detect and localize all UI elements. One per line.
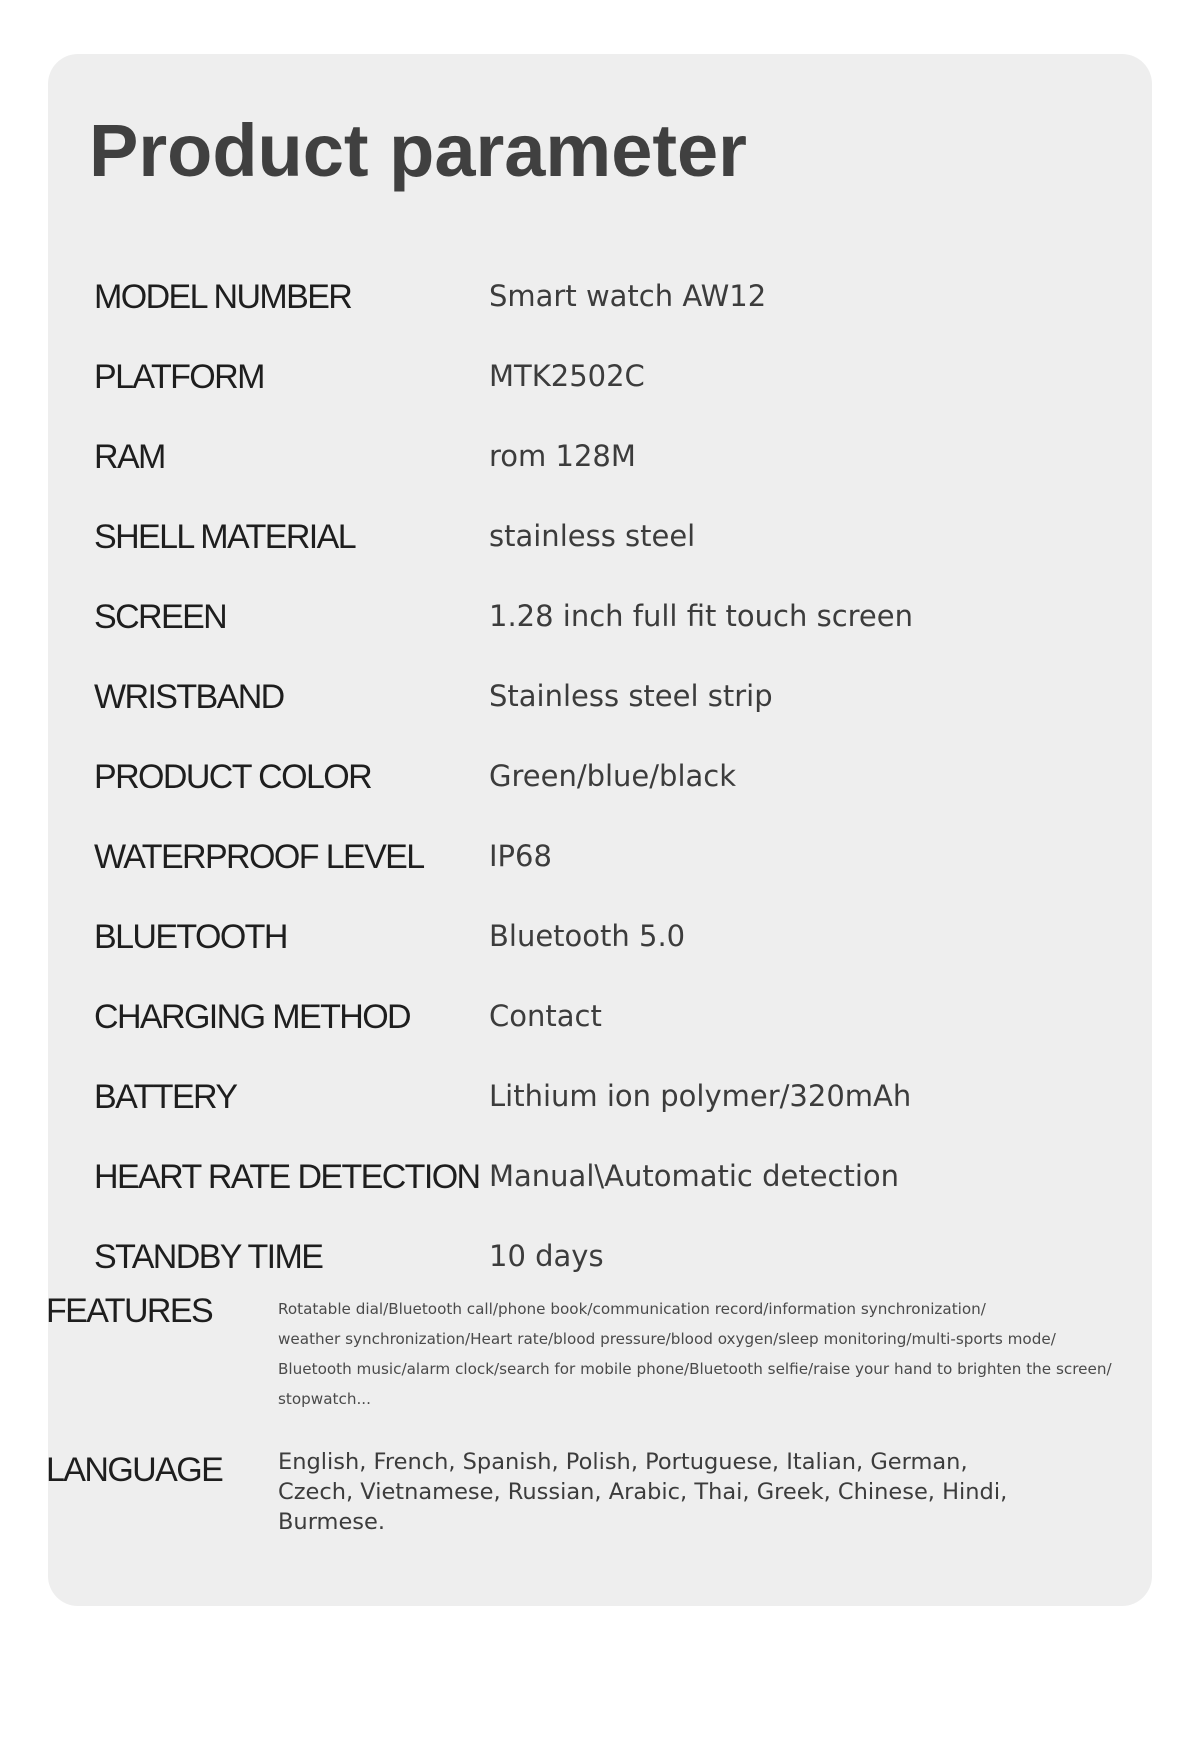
parameter-list	[94, 280, 1114, 1320]
param-label: BATTERY	[94, 1078, 237, 1116]
param-value: Smart watch AW12	[489, 279, 767, 313]
param-label: STANDBY TIME	[94, 1238, 323, 1276]
param-row-heart-rate-detection	[94, 1160, 1114, 1240]
param-row-model-number	[94, 280, 1114, 360]
param-value: 10 days	[489, 1239, 604, 1273]
param-label: BLUETOOTH	[94, 918, 287, 956]
language-line: English, French, Spanish, Polish, Portuguese, Italian, German,	[278, 1449, 968, 1475]
param-value: rom 128M	[489, 439, 636, 473]
language-line: Czech, Vietnamese, Russian, Arabic, Thai, Greek, Chinese, Hindi,	[278, 1479, 1008, 1505]
param-label: RAM	[94, 438, 165, 476]
param-label: PLATFORM	[94, 358, 264, 396]
features-text	[278, 1294, 1112, 1414]
param-row-product-color	[94, 760, 1114, 840]
param-value: Contact	[489, 999, 602, 1033]
features-line: Bluetooth music/alarm clock/search for mobile phone/Bluetooth selfie/raise your hand to brighten the screen/	[278, 1360, 1112, 1378]
param-label: WRISTBAND	[94, 678, 284, 716]
param-row-wristband	[94, 680, 1114, 760]
param-value: Manual\Automatic detection	[489, 1159, 900, 1193]
param-row-platform	[94, 360, 1114, 440]
language-label: LANGUAGE	[46, 1451, 223, 1489]
param-row-battery	[94, 1080, 1114, 1160]
features-line: stopwatch...	[278, 1390, 371, 1408]
param-label: SCREEN	[94, 598, 227, 636]
language-line: Burmese.	[278, 1509, 386, 1535]
param-row-waterproof-level	[94, 840, 1114, 920]
param-row-ram	[94, 440, 1114, 520]
param-label: HEART RATE DETECTION	[94, 1158, 480, 1196]
param-value: MTK2502C	[489, 359, 645, 393]
features-line: weather synchronization/Heart rate/blood pressure/blood oxygen/sleep monitoring/multi-sports mode/	[278, 1330, 1056, 1348]
param-label: PRODUCT COLOR	[94, 758, 372, 796]
param-value: Green/blue/black	[489, 759, 737, 793]
param-value: 1.28 inch full fit touch screen	[489, 599, 913, 633]
param-label: CHARGING METHOD	[94, 998, 411, 1036]
param-row-shell-material	[94, 520, 1114, 600]
param-row-charging-method	[94, 1000, 1114, 1080]
param-value: Bluetooth 5.0	[489, 919, 686, 953]
page-title: Product parameter	[89, 109, 747, 192]
param-label: SHELL MATERIAL	[94, 518, 356, 556]
features-line: Rotatable dial/Bluetooth call/phone book/communication record/information synchronization/	[278, 1300, 986, 1318]
param-value: stainless steel	[489, 519, 696, 553]
param-label: WATERPROOF LEVEL	[94, 838, 424, 876]
param-value: IP68	[489, 839, 552, 873]
param-row-bluetooth	[94, 920, 1114, 1000]
param-label: MODEL NUMBER	[94, 278, 352, 316]
param-value: Stainless steel strip	[489, 679, 773, 713]
param-row-screen	[94, 600, 1114, 680]
features-label: FEATURES	[46, 1292, 213, 1330]
param-value: Lithium ion polymer/320mAh	[489, 1079, 912, 1113]
language-text	[278, 1447, 1008, 1537]
